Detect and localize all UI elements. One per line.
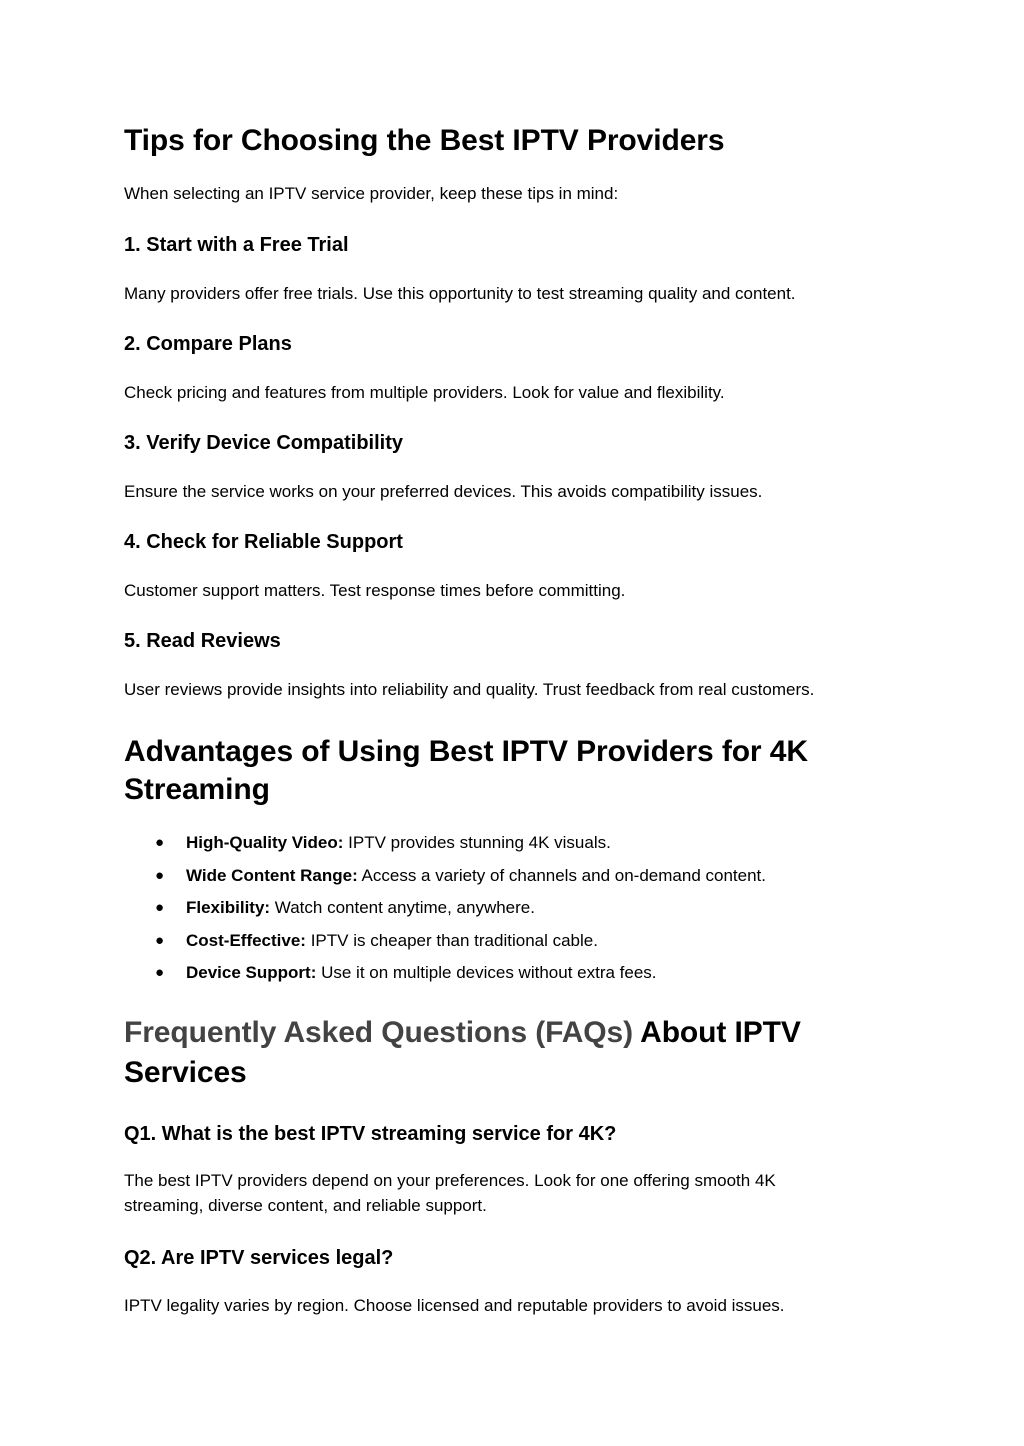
tips-title: Tips for Choosing the Best IPTV Providers bbox=[124, 124, 725, 157]
list-item-text: Use it on multiple devices without extra fees. bbox=[316, 963, 657, 982]
tip-text: Ensure the service works on your preferred devices. This avoids compatibility issues. bbox=[124, 482, 763, 501]
faqs-title-line1 bbox=[124, 1014, 801, 1052]
list-item-label: Flexibility: bbox=[186, 898, 271, 917]
advantages-list bbox=[124, 830, 766, 993]
tips-intro: When selecting an IPTV service provider, keep these tips in mind: bbox=[124, 184, 619, 203]
list-item-label: High-Quality Video: bbox=[186, 833, 344, 852]
tip-text: User reviews provide insights into reliability and quality. Trust feedback from real customers. bbox=[124, 680, 815, 699]
bullet-icon: ● bbox=[155, 899, 165, 916]
tip-heading: 2. Compare Plans bbox=[124, 333, 292, 355]
faq-question: Q2. Are IPTV services legal? bbox=[124, 1247, 394, 1269]
tip-text: Customer support matters. Test response times before committing. bbox=[124, 581, 626, 600]
faq-question: Q1. What is the best IPTV streaming service for 4K? bbox=[124, 1123, 617, 1145]
faq-answer: The best IPTV providers depend on your preferences. Look for one offering smooth 4K bbox=[124, 1171, 776, 1190]
faqs-title-part1: Frequently Asked Questions (FAQs) bbox=[124, 1016, 634, 1049]
bullet-icon: ● bbox=[155, 866, 165, 884]
tip-text: Many providers offer free trials. Use this opportunity to test streaming quality and content. bbox=[124, 284, 796, 303]
list-item-text: IPTV is cheaper than traditional cable. bbox=[305, 930, 598, 950]
list-item bbox=[124, 895, 766, 928]
list-item bbox=[124, 960, 766, 993]
list-item bbox=[124, 830, 766, 863]
faqs-title-line2: Services bbox=[124, 1056, 247, 1089]
tip-heading: 4. Check for Reliable Support bbox=[124, 531, 403, 553]
tip-heading: 5. Read Reviews bbox=[124, 630, 281, 652]
faqs-title-part2: About IPTV bbox=[633, 1016, 801, 1049]
bullet-icon: ● bbox=[155, 834, 165, 851]
tip-text: Check pricing and features from multiple providers. Look for value and flexibility. bbox=[124, 383, 725, 402]
list-item-text: Watch content anytime, anywhere. bbox=[270, 898, 535, 917]
bullet-icon: ● bbox=[155, 964, 165, 981]
tip-heading: 1. Start with a Free Trial bbox=[124, 234, 349, 256]
tip-heading: 3. Verify Device Compatibility bbox=[124, 432, 403, 454]
advantages-title-line1: Advantages of Using Best IPTV Providers for 4K bbox=[124, 735, 808, 768]
advantages-title-line2: Streaming bbox=[124, 773, 270, 806]
list-item-text: Access a variety of channels and on-demand content. bbox=[357, 865, 766, 885]
list-item bbox=[124, 928, 766, 961]
faq-answer: IPTV legality varies by region. Choose licensed and reputable providers to avoid issues. bbox=[124, 1296, 785, 1315]
faq-answer: streaming, diverse content, and reliable support. bbox=[124, 1196, 487, 1215]
list-item-label: Wide Content Range: bbox=[186, 865, 358, 885]
list-item bbox=[124, 863, 766, 896]
bullet-icon: ● bbox=[155, 931, 165, 949]
list-item-label: Device Support: bbox=[186, 963, 317, 982]
list-item-label: Cost-Effective: bbox=[186, 930, 306, 950]
list-item-text: IPTV provides stunning 4K visuals. bbox=[343, 833, 611, 852]
